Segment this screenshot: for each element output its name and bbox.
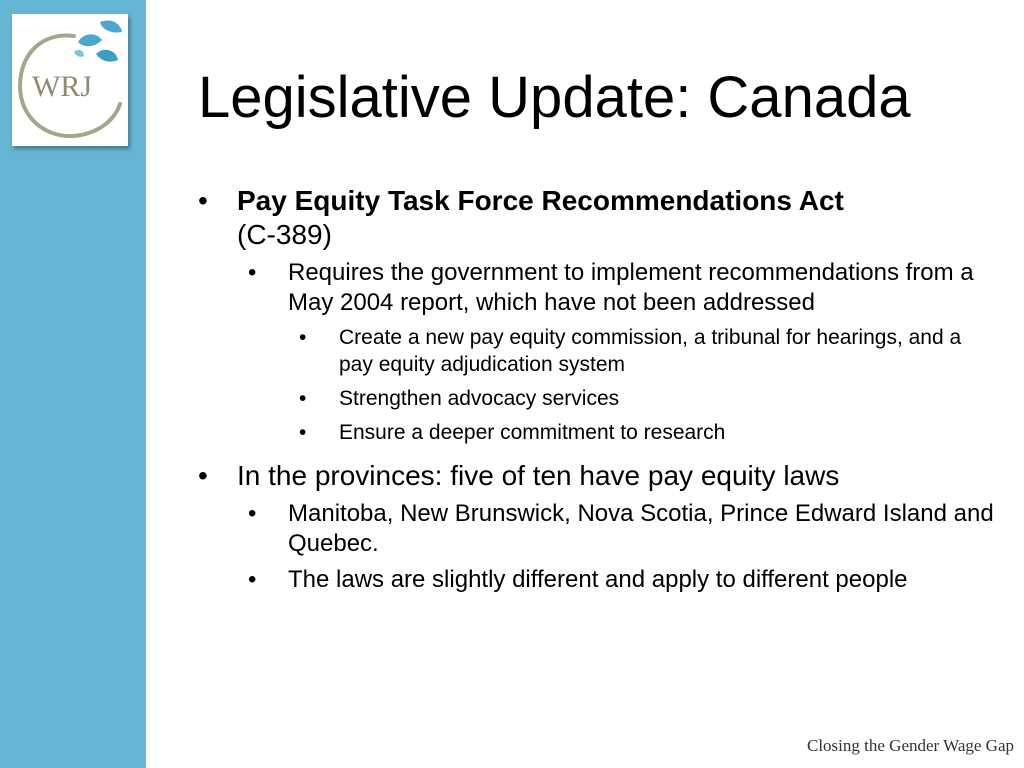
logo-text: WRJ xyxy=(32,70,92,103)
bullet-level2 xyxy=(198,565,998,595)
bullet-bold-text: Pay Equity Task Force Recommendations Act xyxy=(237,185,844,216)
leaf-icon xyxy=(74,50,84,57)
bullet-level3 xyxy=(198,385,998,412)
bullet-dot: • xyxy=(299,326,307,349)
logo-graphic xyxy=(12,14,128,146)
leaf-icon xyxy=(78,34,102,46)
leaf-icon xyxy=(96,50,118,62)
bullet-dot: • xyxy=(248,500,257,527)
bullet-text: (C-389) xyxy=(237,219,332,250)
bullet-level1 xyxy=(198,459,998,493)
bullet-text: The laws are slightly different and apply to different people xyxy=(288,566,908,593)
bullet-level2 xyxy=(198,499,998,559)
wrj-logo xyxy=(12,14,128,146)
bullet-text: Requires the government to implement recommendations from a May 2004 report, which have not been addressed xyxy=(288,259,974,316)
sidebar-band xyxy=(0,0,146,768)
bullet-dot: • xyxy=(299,387,307,410)
slide-content xyxy=(198,184,998,601)
bullet-level2 xyxy=(198,258,998,318)
bullet-dot: • xyxy=(198,460,208,491)
bullet-dot: • xyxy=(248,259,257,286)
leaf-icon xyxy=(100,20,122,32)
bullet-level1 xyxy=(198,184,998,252)
bullet-dot: • xyxy=(299,421,307,444)
bullet-text: Manitoba, New Brunswick, Nova Scotia, Prince Edward Island and Quebec. xyxy=(288,500,994,557)
bullet-text: Create a new pay equity commission, a tribunal for hearings, and a pay equity adjudication system xyxy=(339,326,962,376)
bullet-dot: • xyxy=(198,185,208,216)
bullet-text: Strengthen advocacy services xyxy=(339,387,620,410)
bullet-text: Ensure a deeper commitment to research xyxy=(339,421,726,444)
bullet-level3 xyxy=(198,419,998,446)
bullet-text: In the provinces: five of ten have pay equity laws xyxy=(237,460,840,491)
bullet-level3 xyxy=(198,324,998,378)
footer-tagline: Closing the Gender Wage Gap xyxy=(807,736,1014,755)
bullet-dot: • xyxy=(248,566,257,593)
slide-title: Legislative Update: Canada xyxy=(198,65,911,130)
